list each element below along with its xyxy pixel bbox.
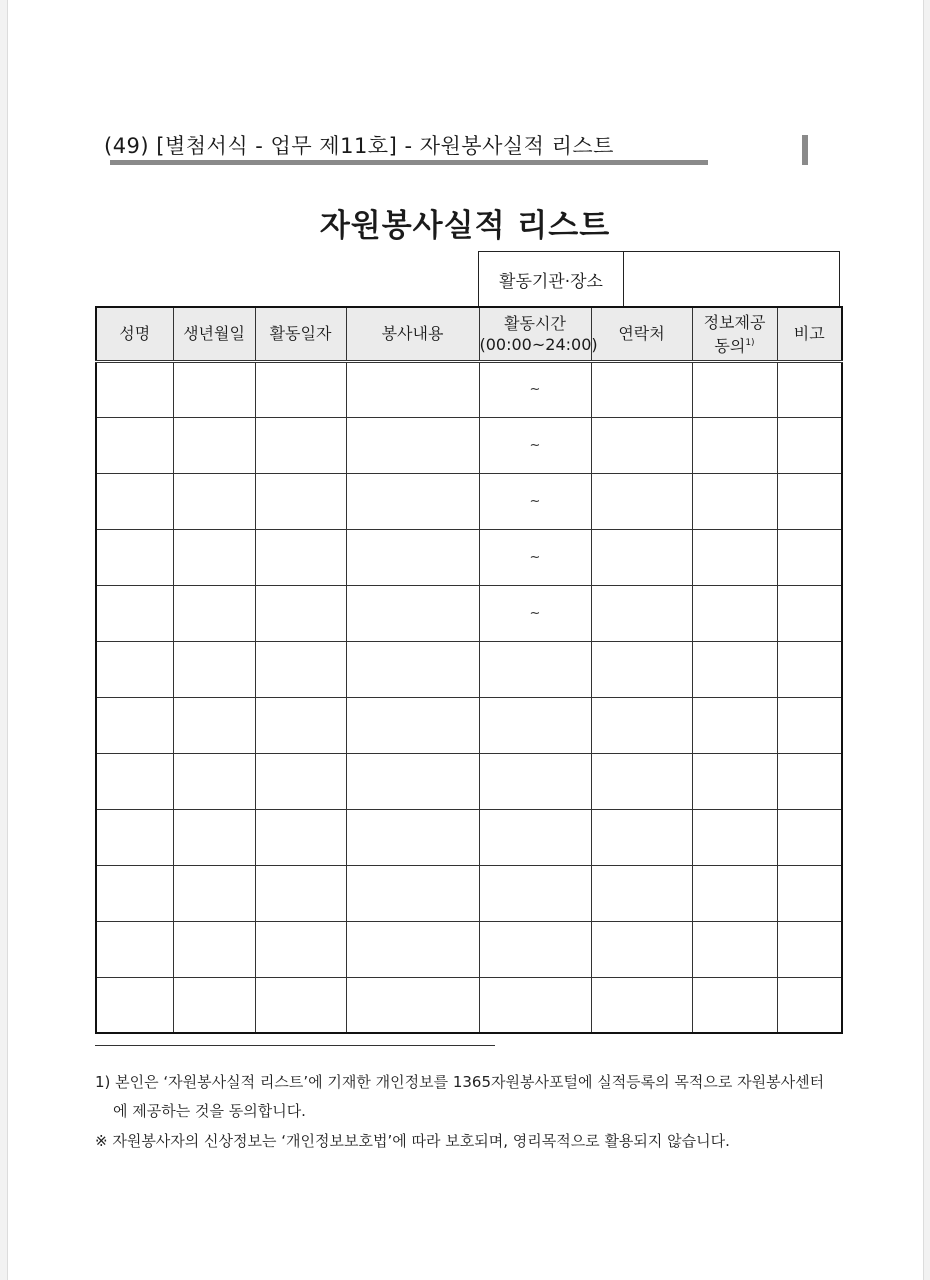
table-cell[interactable] xyxy=(346,921,479,977)
table-cell[interactable] xyxy=(777,865,842,921)
table-cell[interactable] xyxy=(255,641,346,697)
table-cell[interactable] xyxy=(255,529,346,585)
table-row xyxy=(96,921,842,977)
column-header-text: 활동시간 xyxy=(504,313,566,333)
table-cell[interactable] xyxy=(173,921,255,977)
form-header-side-bar xyxy=(802,135,808,165)
form-header xyxy=(104,130,700,162)
column-header xyxy=(777,307,842,361)
table-cell[interactable] xyxy=(255,361,346,417)
footnote-consent-line2: 에 제공하는 것을 동의합니다. xyxy=(113,1102,306,1120)
table-cell[interactable] xyxy=(173,641,255,697)
table-cell[interactable] xyxy=(173,473,255,529)
table-cell[interactable] xyxy=(777,697,842,753)
form-header-text: (49) [별첨서식 - 업무 제11호] - 자원봉사실적 리스트 xyxy=(104,134,614,158)
table-cell[interactable] xyxy=(346,417,479,473)
table-cell[interactable] xyxy=(692,417,777,473)
table-cell[interactable] xyxy=(692,753,777,809)
table-cell[interactable]: ~ xyxy=(479,473,591,529)
table-cell[interactable] xyxy=(777,753,842,809)
document-title: 자원봉사실적 리스트 xyxy=(319,208,611,244)
table-cell[interactable] xyxy=(346,753,479,809)
table-cell[interactable] xyxy=(692,809,777,865)
table-cell[interactable] xyxy=(96,865,173,921)
table-cell[interactable] xyxy=(591,417,692,473)
organization-value-field[interactable] xyxy=(624,252,839,306)
table-cell[interactable] xyxy=(346,809,479,865)
table-cell[interactable] xyxy=(173,809,255,865)
table-row xyxy=(96,697,842,753)
table-cell[interactable] xyxy=(777,585,842,641)
table-cell[interactable] xyxy=(591,865,692,921)
table-cell[interactable] xyxy=(692,585,777,641)
table-cell[interactable] xyxy=(591,361,692,417)
footnote-divider xyxy=(95,1045,495,1046)
form-header-underline xyxy=(110,160,708,165)
table-cell[interactable] xyxy=(591,753,692,809)
table-cell[interactable] xyxy=(346,585,479,641)
table-header-row xyxy=(96,307,842,361)
column-header xyxy=(255,307,346,361)
table-cell[interactable] xyxy=(255,585,346,641)
footnote-consent xyxy=(95,1068,840,1126)
table-row xyxy=(96,585,842,641)
footnote-privacy: ※ 자원봉사자의 신상정보는 ‘개인정보보호법’에 따라 보호되며, 영리목적으로 활용되지 않습니다. xyxy=(95,1132,730,1150)
column-header xyxy=(346,307,479,361)
column-header-text: 생년월일 xyxy=(183,324,245,344)
table-cell[interactable] xyxy=(96,697,173,753)
table-cell[interactable] xyxy=(692,473,777,529)
organization-box xyxy=(478,251,840,306)
table-cell[interactable] xyxy=(777,473,842,529)
volunteer-records-table xyxy=(95,306,843,1034)
table-cell[interactable] xyxy=(692,977,777,1033)
column-header xyxy=(591,307,692,361)
column-header xyxy=(479,307,598,361)
table-row xyxy=(96,417,842,473)
table-cell[interactable] xyxy=(591,921,692,977)
table-cell[interactable] xyxy=(591,585,692,641)
column-header xyxy=(173,307,255,361)
table-row xyxy=(96,361,842,417)
column-header-text: 연락처 xyxy=(618,324,665,344)
table-cell[interactable] xyxy=(777,977,842,1033)
table-cell[interactable]: ~ xyxy=(479,361,591,417)
table-cell[interactable] xyxy=(173,585,255,641)
table-cell[interactable] xyxy=(96,417,173,473)
table-row xyxy=(96,641,842,697)
table-cell[interactable] xyxy=(692,921,777,977)
footnote-consent-line1: 1) 본인은 ‘자원봉사실적 리스트’에 기재한 개인정보를 1365자원봉사포털에 실적등록의 목적으로 자원봉사센터 xyxy=(95,1073,825,1091)
column-header-text: 성명 xyxy=(119,324,151,344)
table-row xyxy=(96,865,842,921)
table-cell[interactable] xyxy=(692,361,777,417)
table-cell[interactable] xyxy=(96,977,173,1033)
table-cell[interactable] xyxy=(777,641,842,697)
table-cell[interactable] xyxy=(777,417,842,473)
table-cell[interactable] xyxy=(479,921,591,977)
table-cell[interactable] xyxy=(591,529,692,585)
table-cell[interactable] xyxy=(255,921,346,977)
table-cell[interactable] xyxy=(479,753,591,809)
table-cell[interactable]: ~ xyxy=(479,585,591,641)
table-cell[interactable] xyxy=(777,809,842,865)
table-cell[interactable] xyxy=(479,641,591,697)
table-cell[interactable] xyxy=(346,473,479,529)
table-cell[interactable] xyxy=(173,697,255,753)
table-cell[interactable] xyxy=(591,641,692,697)
table-cell[interactable] xyxy=(346,697,479,753)
table-cell[interactable] xyxy=(591,977,692,1033)
table-cell[interactable] xyxy=(479,697,591,753)
table-cell[interactable] xyxy=(777,921,842,977)
table-cell[interactable] xyxy=(255,697,346,753)
table-cell[interactable] xyxy=(479,865,591,921)
table-cell[interactable] xyxy=(96,529,173,585)
page-edge-right xyxy=(923,0,930,1280)
table-cell[interactable] xyxy=(346,361,479,417)
table-cell[interactable] xyxy=(255,417,346,473)
table-row xyxy=(96,809,842,865)
table-cell[interactable]: ~ xyxy=(479,529,591,585)
column-header-text: 활동일자 xyxy=(269,324,332,344)
table-cell[interactable] xyxy=(173,529,255,585)
table-cell[interactable] xyxy=(777,361,842,417)
organization-label: 활동기관·장소 xyxy=(479,252,624,306)
table-cell[interactable] xyxy=(255,753,346,809)
table-cell[interactable] xyxy=(255,473,346,529)
table-cell[interactable]: ~ xyxy=(479,417,591,473)
table-cell[interactable] xyxy=(692,529,777,585)
column-header-text: 정보제공 xyxy=(703,312,766,332)
table-cell[interactable] xyxy=(173,865,255,921)
page-edge-left xyxy=(0,0,8,1280)
table-cell[interactable] xyxy=(173,361,255,417)
table-cell[interactable] xyxy=(591,809,692,865)
table-cell[interactable] xyxy=(346,529,479,585)
table-cell[interactable] xyxy=(96,641,173,697)
column-header-text: 동의 xyxy=(714,335,746,355)
column-header xyxy=(692,307,777,361)
table-cell[interactable] xyxy=(255,977,346,1033)
table-cell[interactable] xyxy=(692,641,777,697)
table-cell[interactable] xyxy=(346,641,479,697)
column-header-text: 비고 xyxy=(793,324,825,344)
table-cell[interactable] xyxy=(255,865,346,921)
table-cell[interactable] xyxy=(591,473,692,529)
table-row xyxy=(96,473,842,529)
column-header xyxy=(96,307,173,361)
table-cell[interactable] xyxy=(173,753,255,809)
table-cell[interactable] xyxy=(255,809,346,865)
table-cell[interactable] xyxy=(96,361,173,417)
table-cell[interactable] xyxy=(173,977,255,1033)
column-header-text: 봉사내용 xyxy=(381,324,444,344)
table-cell[interactable] xyxy=(692,865,777,921)
table-cell[interactable] xyxy=(96,809,173,865)
table-cell[interactable] xyxy=(692,697,777,753)
table-cell[interactable] xyxy=(591,697,692,753)
table-cell[interactable] xyxy=(96,585,173,641)
table-cell[interactable] xyxy=(96,753,173,809)
table-cell[interactable] xyxy=(777,529,842,585)
table-cell[interactable] xyxy=(173,417,255,473)
table-row xyxy=(96,753,842,809)
table-cell[interactable] xyxy=(96,473,173,529)
table-row xyxy=(96,529,842,585)
table-cell[interactable] xyxy=(346,865,479,921)
table-cell[interactable] xyxy=(346,977,479,1033)
column-header-text: (00:00~24:00) xyxy=(479,334,598,354)
table-cell[interactable] xyxy=(479,809,591,865)
table-cell[interactable] xyxy=(96,921,173,977)
footnote-marker: 1) xyxy=(745,337,755,348)
table-row xyxy=(96,977,842,1033)
table-cell[interactable] xyxy=(479,977,591,1033)
